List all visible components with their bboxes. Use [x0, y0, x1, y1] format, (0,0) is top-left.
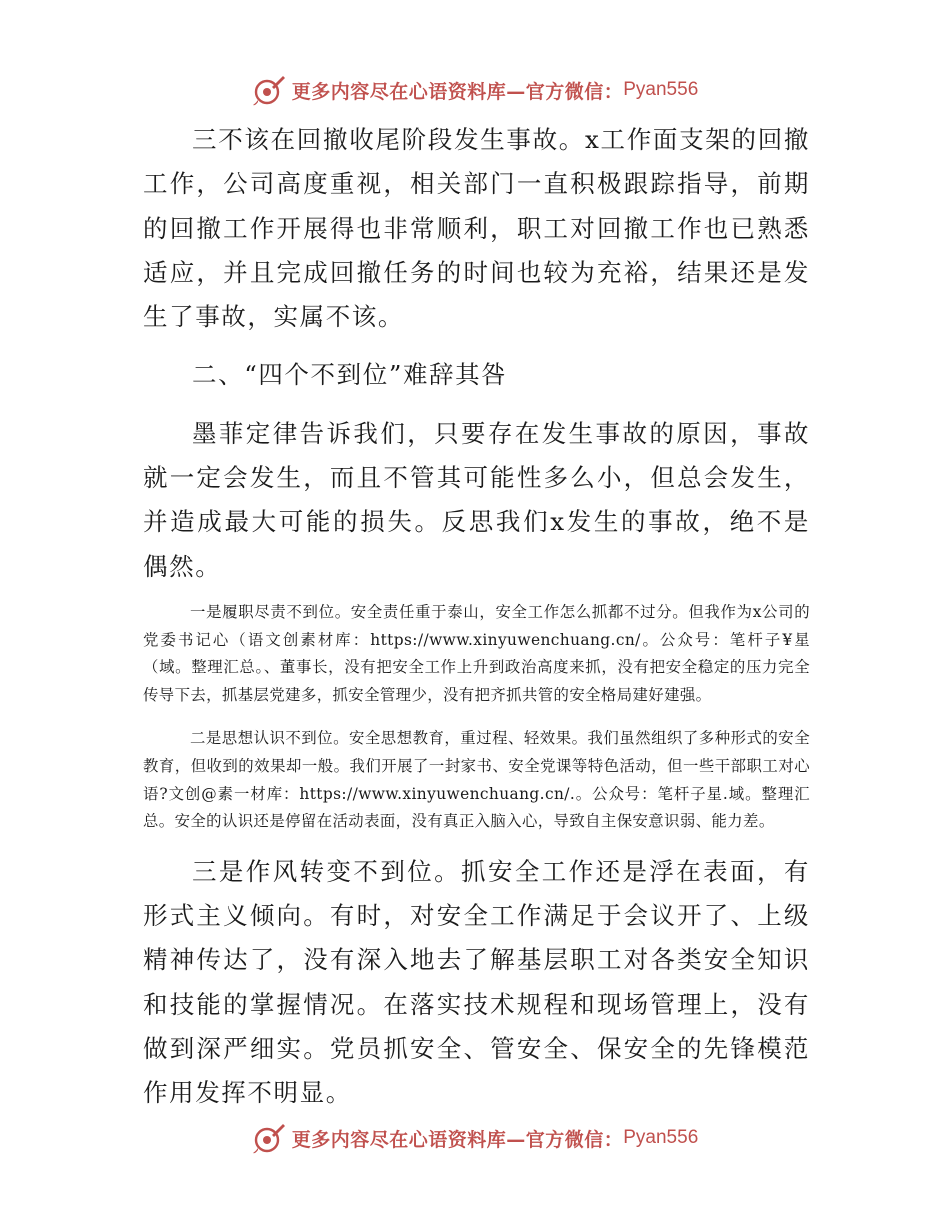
- banner-text: 更多内容尽在心语资料库—官方微信：: [291, 1128, 624, 1151]
- banner-text: 更多内容尽在心语资料库—官方微信：: [291, 80, 624, 103]
- banner-wechat-id: Pyan556: [623, 1127, 699, 1148]
- paragraph-duty-not-in-place: 一是履职尽责不到位。安全责任重于泰山，安全工作怎么抓都不过分。但我作为x公司的党委书记心（语文创素材库：https://www.xinyuwenchuang.cn/。公众号：笔杆子¥星（域。整理汇总。、董事长，没有把安全工作上升到政治高度来抓，没有把安全稳定的压力完全传导下去，抓基层党建多，抓安全管理少，没有把齐抓共管的安全格局建好建强。: [143, 602, 810, 704]
- paragraph-thinking-not-in-place: 二是思想认识不到位。安全思想教育，重过程、轻效果。我们虽然组织了多种形式的安全教育，但收到的效果却一般。我们开展了一封家书、安全党课等特色活动，但一些干部职工对心语?文创@素一材库：https://www.xinyuwenchuang.cn/.。公众号：笔杆子星.域。整理汇总。安全的认识还是停留在活动表面，没有真正入脑入心，导致自主保安意识弱、能力差。: [143, 729, 810, 831]
- paragraph-style-not-in-place: 三是作风转变不到位。抓安全工作还是浮在表面，有形式主义倾向。有时，对安全工作满足于会议开了、上级精神传达了，没有深入地去了解基层职工对各类安全知识和技能的掌握情况。在落实技术规程和现场管理上，没有做到深严细实。党员抓安全、管安全、保安全的先锋模范作用发挥不明显。: [143, 856, 810, 1108]
- paragraph-three-shouldnt: 三不该在回撤收尾阶段发生事故。x工作面支架的回撤工作，公司高度重视，相关部门一直积极跟踪指导，前期的回撤工作开展得也非常顺利，职工对回撤工作也已熟悉适应，并且完成回撤任务的时间也较为充裕，结果还是发生了事故，实属不该。: [143, 125, 810, 332]
- brush-logo-icon: [252, 73, 286, 107]
- paragraph-murphy-law: 墨菲定律告诉我们，只要存在发生事故的原因，事故就一定会发生，而且不管其可能性多么小，但总会发生，并造成最大可能的损失。反思我们x发生的事故，绝不是偶然。: [143, 418, 810, 581]
- section-heading-2: 二、“四个不到位”难辞其咎: [192, 360, 508, 390]
- header-banner: [0, 70, 950, 110]
- banner-wechat-id: Pyan556: [623, 79, 699, 100]
- brush-logo-icon: [252, 1121, 286, 1155]
- document-body: [143, 118, 810, 1116]
- footer-banner: [0, 1118, 950, 1158]
